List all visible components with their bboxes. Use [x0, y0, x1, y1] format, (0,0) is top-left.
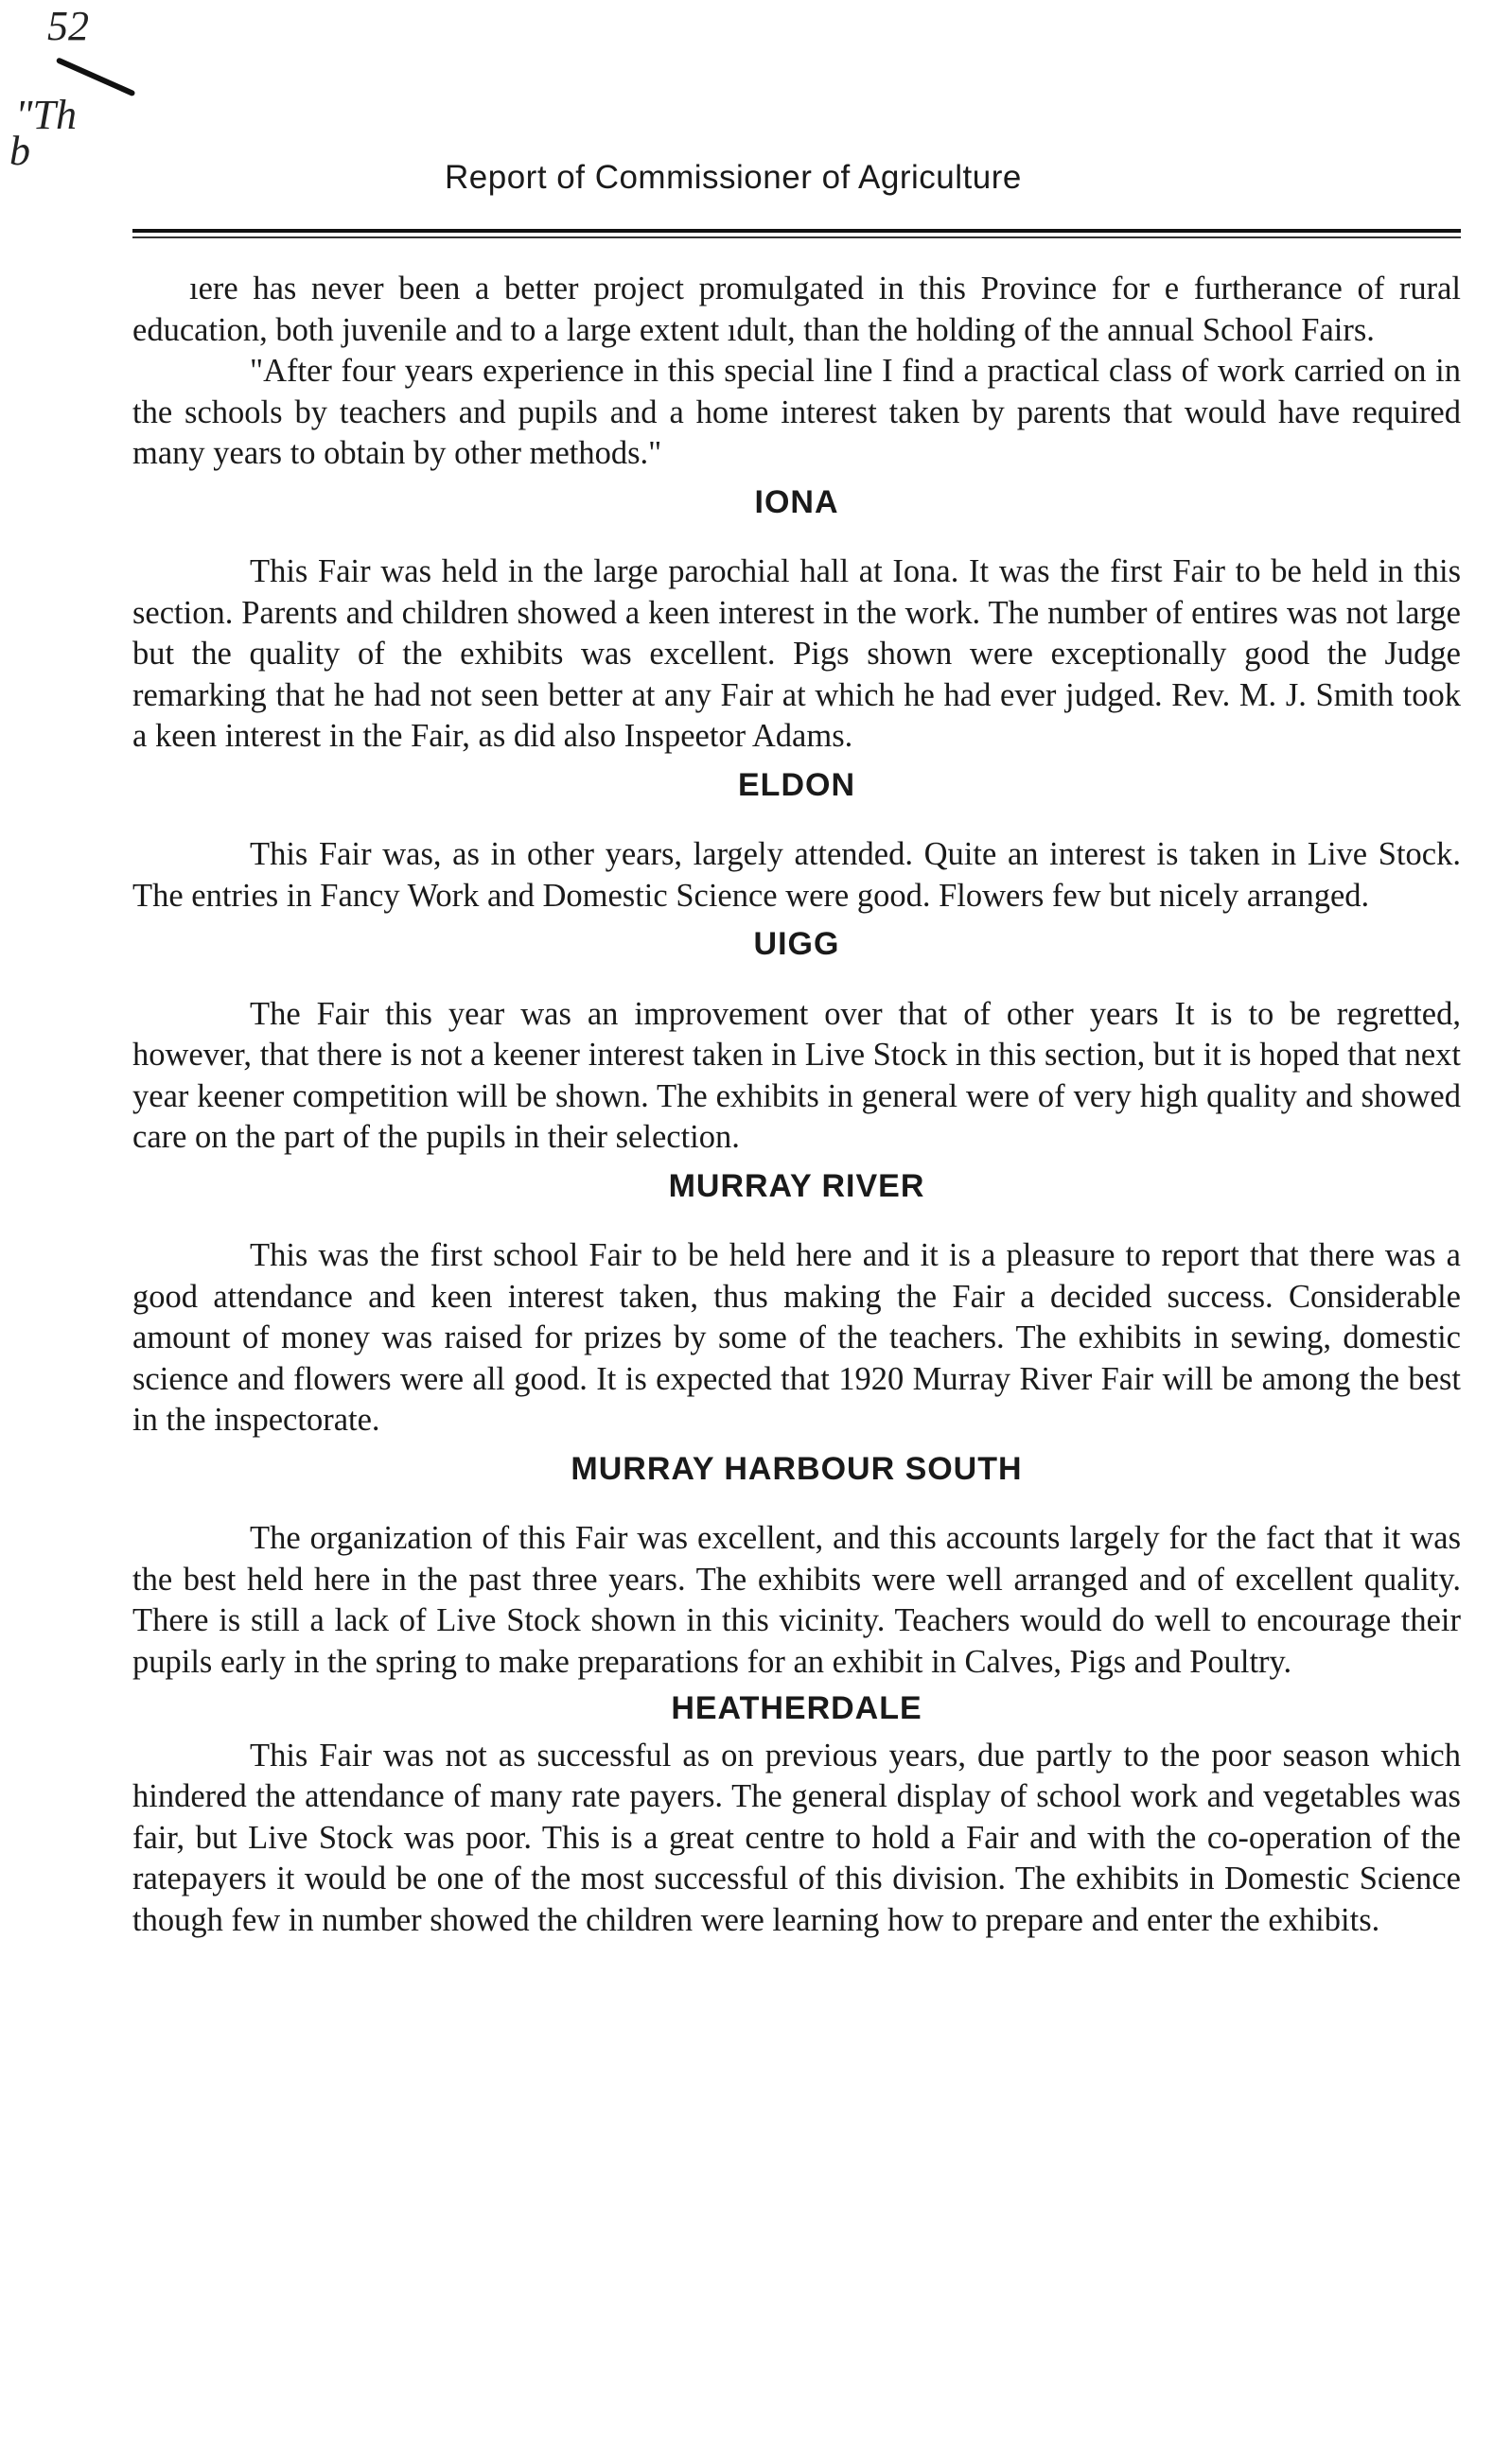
section-heading-murray-river: MURRAY RIVER	[668, 1167, 925, 1204]
section-heading-heatherdale: HEATHERDALE	[671, 1690, 922, 1726]
section-text-murray-river: This was the first school Fair to be held here and it is a pleasure to report that there was a good attendance and keen interest taken, thus making the Fair a decided success. Considerable amount of money was raised for prizes by some of the teachers. The exhibits in sewing, domestic science and flowers were all good. It is expected that 1920 Murray River Fair will be among the best in the inspectorate.	[132, 1237, 1461, 1438]
section-heading-iona: IONA	[754, 483, 839, 520]
section-text-eldon: This Fair was, as in other years, largely attended. Quite an interest is taken in Live Stock. The entries in Fancy Work and Domestic Science were good. Flowers few but nicely arranged.	[132, 836, 1461, 914]
section-text-uigg: The Fair this year was an improvement over that of other years It is to be regretted, however, that there is not a keener interest taken in Live Stock in this section, but it is hoped that next year keener competition will be shown. The exhibits in general were of very high quality and showed care on the part of the pupils in their selection.	[132, 995, 1461, 1155]
handwritten-note-line-1: "Th	[15, 92, 77, 138]
section-heading-murray-harbour-south: MURRAY HARBOUR SOUTH	[571, 1450, 1023, 1487]
intro-paragraph: ıere has never been a better project promulgated in this Province for e furtherance of rural education, both juvenile and to a large extent ıdult, than the holding of the annual School Fairs.	[132, 271, 1461, 348]
document-body	[132, 269, 1461, 1941]
section-text-murray-harbour-south: The organization of this Fair was excellent, and this accounts largely for the fact that it was the best held here in the past three years. The exhibits were well arranged and of excellent quality. There is still a lack of Live Stock shown in this vicinity. Teachers would do well to encourage their pupils early in the spring to make preparations for an exhibit in Calves, Pigs and Poultry.	[132, 1520, 1461, 1680]
header-rule-thick	[132, 229, 1461, 233]
section-heading-eldon: ELDON	[738, 766, 855, 803]
section-heading-uigg: UIGG	[753, 926, 840, 962]
running-head: Report of Commissioner of Agriculture	[445, 159, 1022, 196]
header-rule-thin	[132, 236, 1461, 238]
section-text-iona: This Fair was held in the large parochial hall at Iona. It was the first Fair to be held in this section. Parents and children showed a keen interest in the work. The number of entires was not large but the quality of the exhibits was excellent. Pigs shown were exceptionally good the Judge remarking that he had not seen better at any Fair at which he had ever judged. Rev. M. J. Smith took a keen interest in the Fair, as did also Inspeetor Adams.	[132, 553, 1461, 754]
quote-paragraph: "After four years experience in this special line I find a practical class of work carried on in the schools by teachers and pupils and a home interest taken by parents that would have required many years to obtain by other methods."	[132, 353, 1461, 471]
handwritten-note-line-2: b	[9, 128, 30, 174]
section-text-heatherdale: This Fair was not as successful as on previous years, due partly to the poor season which hindered the attendance of many rate payers. The general display of school work and vegetables was fair, but Live Stock was poor. This is a great centre to hold a Fair and with the co-operation of the ratepayers it would be one of the most successful of this division. The exhibits in Domestic Science though few in number showed the children were learning how to prepare and enter the exhibits.	[132, 1737, 1461, 1938]
page-number: 52	[47, 3, 89, 49]
